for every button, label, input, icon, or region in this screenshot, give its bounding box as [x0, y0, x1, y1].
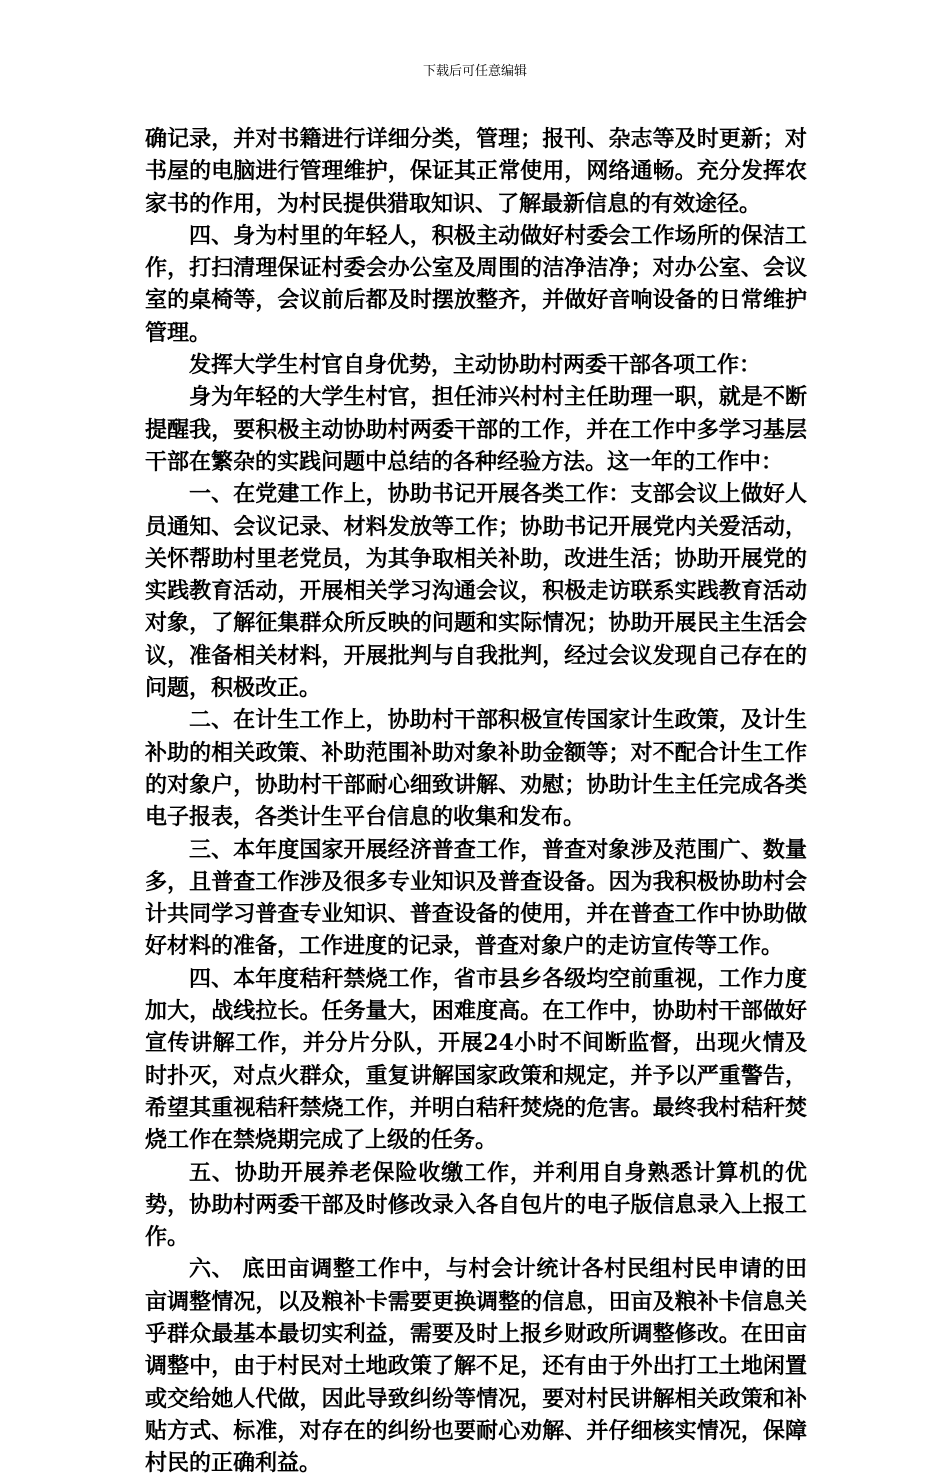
paragraph-4: 身为年轻的大学生村官，担任沛兴村村主任助理一职，就是不断提醒我，要积极主动协助村两委干部的工作，并在工作中多学习基层干部在繁杂的实践问题中总结的各种经验方法。这一年的工作中：	[145, 384, 807, 475]
paragraph-10: 六、 底田亩调整工作中，与村会计统计各村民组村民申请的田亩调整情况，以及粮补卡需要更换调整的信息，田亩及粮补卡信息关乎群众最基本最切实利益，需要及时上报乡财政所调整修改。在田亩调整中，由于村民对土地政策了解不足，还有由于外出打工土地闲置或交给她人代做，因此导致纠纷等情况，要对村民讲解相关政策和补贴方式、标准，对存在的纠纷也要耐心劝解、并仔细核实情况，保障村民的正确利益。	[145, 1256, 807, 1477]
paragraph-6: 二、在计生工作上，协助村干部积极宣传国家计生政策，及计生补助的相关政策、补助范围补助对象补助金额等；对不配合计生工作的对象户，协助村干部耐心细致讲解、劝慰；协助计生主任完成各类电子报表，各类计生平台信息的收集和发布。	[145, 707, 807, 831]
paragraph-3: 发挥大学生村官自身优势，主动协助村两委干部各项工作：	[189, 352, 762, 379]
document-body	[145, 123, 807, 1479]
page-header: 下载后可任意编辑	[422, 64, 527, 79]
paragraph-7: 三、本年度国家开展经济普查工作，普查对象涉及范围广、数量多，且普查工作涉及很多专业知识及普查设备。因为我积极协助村会计共同学习普查专业知识、普查设备的使用，并在普查工作中协助做好材料的准备，工作进度的记录，普查对象户的走访宣传等工作。	[145, 836, 807, 960]
paragraph-8: 四、本年度秸秆禁烧工作，省市县乡各级均空前重视，工作力度加大，战线拉长。任务量大，困难度高。在工作中，协助村干部做好宣传讲解工作，并分片分队，开展24小时不间断监督，出现火情及时扑灭，对点火群众，重复讲解国家政策和规定，并予以严重警告，希望其重视秸秆禁烧工作，并明白秸秆焚烧的危害。最终我村秸秆焚烧工作在禁烧期完成了上级的任务。	[145, 965, 807, 1154]
paragraph-9: 五、协助开展养老保险收缴工作，并利用自身熟悉计算机的优势，协助村两委干部及时修改录入各自包片的电子版信息录入上报工作。	[145, 1159, 807, 1251]
paragraph-1: 确记录，并对书籍进行详细分类，管理；报刊、杂志等及时更新；对书屋的电脑进行管理维护，保证其正常使用，网络通畅。充分发挥农家书的作用，为村民提供猎取知识、了解最新信息的有效途径。	[145, 126, 807, 217]
paragraph-2: 四、身为村里的年轻人，积极主动做好村委会工作场所的保洁工作，打扫清理保证村委会办公室及周围的洁净洁净；对办公室、会议室的桌椅等，会议前后都及时摆放整齐，并做好音响设备的日常维护管理。	[145, 222, 807, 346]
paragraph-5: 一、在党建工作上，协助书记开展各类工作：支部会议上做好人员通知、会议记录、材料发放等工作；协助书记开展党内关爱活动，关怀帮助村里老党员，为其争取相关补助，改进生活；协助开展党的实践教育活动，开展相关学习沟通会议，积极走访联系实践教育活动对象，了解征集群众所反映的问题和实际情况；协助开展民主生活会议，准备相关材料，开展批判与自我批判，经过会议发现自己存在的问题，积极改正。	[145, 481, 807, 702]
